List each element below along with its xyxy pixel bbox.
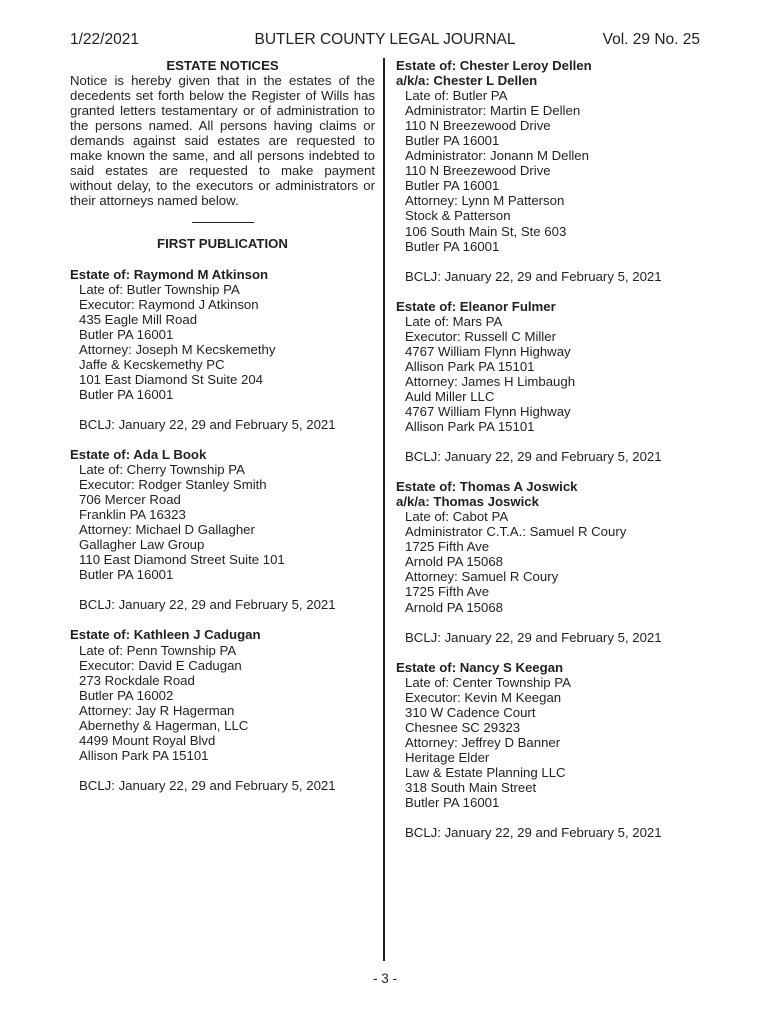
estate-name: Estate of: Chester Leroy Dellen xyxy=(396,58,592,73)
estate-detail-line: 310 W Cadence Court xyxy=(405,704,536,720)
page-number: - 3 - xyxy=(372,971,397,986)
estate-detail-line: Allison Park PA 15101 xyxy=(405,358,535,374)
estate-detail-line: Butler PA 16001 xyxy=(79,567,174,583)
estate-detail-line: Executor: Russell C Miller xyxy=(405,328,556,344)
estate-detail-line: 101 East Diamond St Suite 204 xyxy=(79,371,264,387)
estate-detail-line: Late of: Cabot PA xyxy=(405,509,509,525)
estate-detail-line: Executor: Kevin M Keegan xyxy=(405,689,562,705)
estate-name: Estate of: Ada L Book xyxy=(70,446,207,462)
estate-notices-intro: Notice is hereby given that in the estates of the decedents set forth below the Register of Wills has granted letters testamentary or of administration to the persons named. All persons having claims or demands against said estates are requested to make known the same, and all persons indebted to said estates are requested to make payment without delay, to the executors or administrators or their attorneys named below. xyxy=(70,73,375,209)
section-divider-rule xyxy=(192,222,254,223)
estate-detail-line: Late of: Mars PA xyxy=(405,313,503,329)
estate-detail-line: 110 N Breezewood Drive xyxy=(405,118,551,134)
estate-notice xyxy=(396,58,708,284)
estate-notice xyxy=(396,479,708,644)
estate-detail-line: Stock & Patterson xyxy=(405,208,511,224)
estate-notice xyxy=(70,447,375,612)
estate-detail-line: Executor: David E Cadugan xyxy=(79,657,242,673)
left-column xyxy=(70,58,375,808)
publication-dates: BCLJ: January 22, 29 and February 5, 2021 xyxy=(405,268,662,284)
estate-detail-line: Chesnee SC 29323 xyxy=(405,719,521,735)
estate-detail-line: 435 Eagle Mill Road xyxy=(79,311,198,327)
estate-detail-line: Jaffe & Kecskemethy PC xyxy=(79,356,225,372)
estate-detail-line: Allison Park PA 15101 xyxy=(405,419,535,435)
estate-detail-line: Administrator: Martin E Dellen xyxy=(405,103,581,119)
estate-detail-line: 4499 Mount Royal Blvd xyxy=(79,732,216,748)
estate-detail-line: Auld Miller LLC xyxy=(405,388,495,404)
estate-detail-line: Executor: Rodger Stanley Smith xyxy=(79,477,267,493)
estate-aka: a/k/a: Thomas Joswick xyxy=(396,494,539,510)
estate-detail-line: Attorney: Michael D Gallagher xyxy=(79,522,255,538)
estate-detail-line: Attorney: Jay R Hagerman xyxy=(79,702,235,718)
estate-notices-heading: ESTATE NOTICES xyxy=(166,58,279,73)
estate-detail-line: 4767 William Flynn Highway xyxy=(405,403,571,419)
estate-detail-line: 4767 William Flynn Highway xyxy=(405,343,571,359)
estate-notice xyxy=(70,627,375,792)
publication-dates: BCLJ: January 22, 29 and February 5, 2021 xyxy=(79,416,336,432)
right-estate-list xyxy=(396,58,708,840)
publication-dates: BCLJ: January 22, 29 and February 5, 2021 xyxy=(79,777,336,793)
publication-dates: BCLJ: January 22, 29 and February 5, 2021 xyxy=(405,825,662,841)
estate-detail-line: 1725 Fifth Ave xyxy=(405,539,490,555)
publication-dates: BCLJ: January 22, 29 and February 5, 2021 xyxy=(405,629,662,645)
estate-detail-line: Administrator C.T.A.: Samuel R Coury xyxy=(405,524,627,540)
estate-detail-line: Butler PA 16001 xyxy=(405,238,500,254)
estate-detail-line: Late of: Cherry Township PA xyxy=(79,462,245,478)
estate-aka: a/k/a: Chester L Dellen xyxy=(396,73,538,89)
estate-detail-line: Attorney: Jeffrey D Banner xyxy=(405,734,561,750)
running-header xyxy=(70,30,700,50)
estate-detail-line: Executor: Raymond J Atkinson xyxy=(79,296,259,312)
estate-detail-line: 110 N Breezewood Drive xyxy=(405,163,551,179)
header-volume: Vol. 29 No. 25 xyxy=(602,31,700,48)
estate-detail-line: 1725 Fifth Ave xyxy=(405,584,490,600)
column-divider xyxy=(383,58,385,961)
estate-detail-line: 706 Mercer Road xyxy=(79,492,181,508)
estate-detail-line: Abernethy & Hagerman, LLC xyxy=(79,717,249,733)
estate-detail-line: Butler PA 16001 xyxy=(79,386,174,402)
right-column xyxy=(396,58,708,855)
estate-detail-line: Arnold PA 15068 xyxy=(405,554,504,570)
estate-detail-line: Butler PA 16001 xyxy=(405,133,500,149)
estate-detail-line: Gallagher Law Group xyxy=(79,537,205,553)
estate-detail-line: Late of: Center Township PA xyxy=(405,674,571,690)
header-journal-title: BUTLER COUNTY LEGAL JOURNAL xyxy=(254,31,516,48)
estate-detail-line: Butler PA 16001 xyxy=(405,795,500,811)
estate-detail-line: Law & Estate Planning LLC xyxy=(405,764,566,780)
estate-detail-line: Franklin PA 16323 xyxy=(79,507,186,523)
estate-detail-line: Late of: Butler PA xyxy=(405,88,508,104)
estate-name: Estate of: Eleanor Fulmer xyxy=(396,298,556,314)
estate-notice xyxy=(396,660,708,841)
estate-detail-line: 318 South Main Street xyxy=(405,779,537,795)
estate-detail-line: Butler PA 16002 xyxy=(79,687,174,703)
estate-detail-line: Attorney: Samuel R Coury xyxy=(405,569,559,585)
estate-detail-line: Butler PA 16001 xyxy=(405,178,500,194)
first-publication-heading: FIRST PUBLICATION xyxy=(157,236,288,252)
estate-detail-line: 110 East Diamond Street Suite 101 xyxy=(79,552,285,568)
estate-notice xyxy=(396,299,708,464)
publication-dates: BCLJ: January 22, 29 and February 5, 2021 xyxy=(79,597,336,613)
estate-detail-line: Attorney: Joseph M Kecskemethy xyxy=(79,341,276,357)
estate-detail-line: Administrator: Jonann M Dellen xyxy=(405,148,589,164)
estate-detail-line: Attorney: Lynn M Patterson xyxy=(405,193,565,209)
estate-detail-line: Attorney: James H Limbaugh xyxy=(405,373,576,389)
estate-detail-line: Allison Park PA 15101 xyxy=(79,747,209,763)
estate-detail-line: Heritage Elder xyxy=(405,749,490,765)
estate-detail-line: Arnold PA 15068 xyxy=(405,599,504,615)
estate-name: Estate of: Nancy S Keegan xyxy=(396,659,564,675)
estate-detail-line: 106 South Main St, Ste 603 xyxy=(405,223,567,239)
publication-dates: BCLJ: January 22, 29 and February 5, 2021 xyxy=(405,449,662,465)
estate-detail-line: Late of: Penn Township PA xyxy=(79,642,237,658)
estate-name: Estate of: Kathleen J Cadugan xyxy=(70,627,261,643)
estate-detail-line: 273 Rockdale Road xyxy=(79,672,195,688)
estate-name: Estate of: Raymond M Atkinson xyxy=(70,266,269,282)
left-estate-list xyxy=(70,267,375,793)
estate-detail-line: Late of: Butler Township PA xyxy=(79,281,240,297)
estate-notice xyxy=(70,267,375,432)
header-date: 1/22/2021 xyxy=(70,31,139,48)
estate-name: Estate of: Thomas A Joswick xyxy=(396,479,578,495)
estate-detail-line: Butler PA 16001 xyxy=(79,326,174,342)
